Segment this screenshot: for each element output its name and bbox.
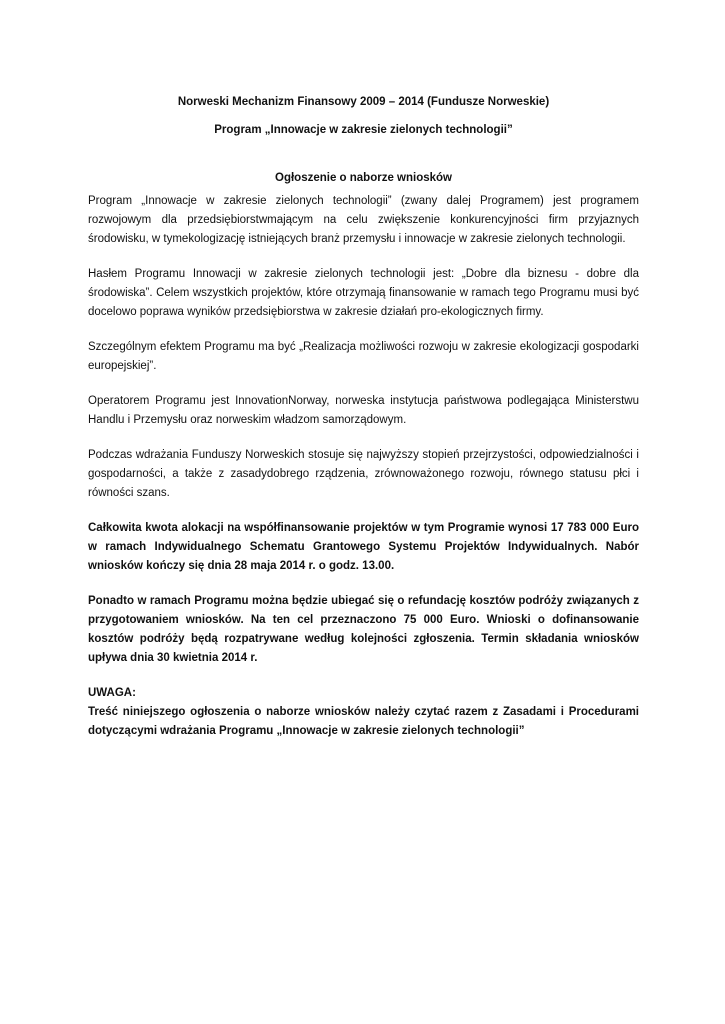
note-heading: UWAGA: xyxy=(88,687,136,699)
paragraph-program-operator: Operatorem Programu jest InnovationNorway, norweska instytucja państwowa podlegająca Ministerstwu Handlu i Przemysłu oraz norweskim władzom samorządowym. xyxy=(88,395,639,426)
paragraph-principles: Podczas wdrażania Funduszy Norweskich stosuje się najwyższy stopień przejrzystości, odpowiedzialności i gospodarności, a także z zasadydobrego rządzenia, zrównoważonego rozwoju, równego statusu płci i równości szans. xyxy=(88,449,639,499)
paragraph-allocation: Całkowita kwota alokacji na współfinansowanie projektów w tym Programie wynosi 17 783 000 Euro w ramach Indywidualnego Schematu Grantowego Systemu Projektów Indywidualnych. Nabór wniosków kończy się dnia 28 maja 2014 r. o godz. 13.00. xyxy=(88,522,639,572)
announcement-title: Ogłoszenie o naborze wniosków xyxy=(275,172,452,184)
paragraph-program-slogan: Hasłem Programu Innowacji w zakresie zielonych technologii jest: „Dobre dla biznesu - dobre dla środowiska”. Celem wszystkich projektów, które otrzymają finansowanie w ramach tego Programu musi być docelowo poprawa wyników przedsiębiorstwa w zakresie działań pro-ekologicznych firmy. xyxy=(88,268,639,318)
mechanism-title: Norweski Mechanizm Finansowy 2009 – 2014 (Fundusze Norweskie) xyxy=(177,96,550,108)
program-title: Program „Innowacje w zakresie zielonych technologii” xyxy=(214,124,513,136)
paragraph-travel-refund: Ponadto w ramach Programu można będzie ubiegać się o refundację kosztów podróży związanych z przygotowaniem wniosków. Na ten cel przeznaczono 75 000 Euro. Wnioski o dofinansowanie kosztów podróży będą rozpatrywane według kolejności zgłoszenia. Termin składania wniosków upływa dnia 30 kwietnia 2014 r. xyxy=(88,595,639,664)
paragraph-program-effect: Szczególnym efektem Programu ma być „Realizacja możliwości rozwoju w zakresie ekologizacji gospodarki europejskiej”. xyxy=(88,341,639,372)
note-text: Treść niniejszego ogłoszenia o naborze wniosków należy czytać razem z Zasadami i Procedurami dotyczącymi wdrażania Programu „Innowacje w zakresie zielonych technologii” xyxy=(88,706,639,737)
paragraph-program-description: Program „Innowacje w zakresie zielonych technologii” (zwany dalej Programem) jest programem rozwojowym dla przedsiębiorstwmającym na celu zwiększenie konkurencyjności firm przyjaznych środowisku, w tymekologizację istniejących branż przemysłu i innowacje w zakresie zielonych technologii. xyxy=(88,195,639,245)
document-page xyxy=(88,94,639,757)
